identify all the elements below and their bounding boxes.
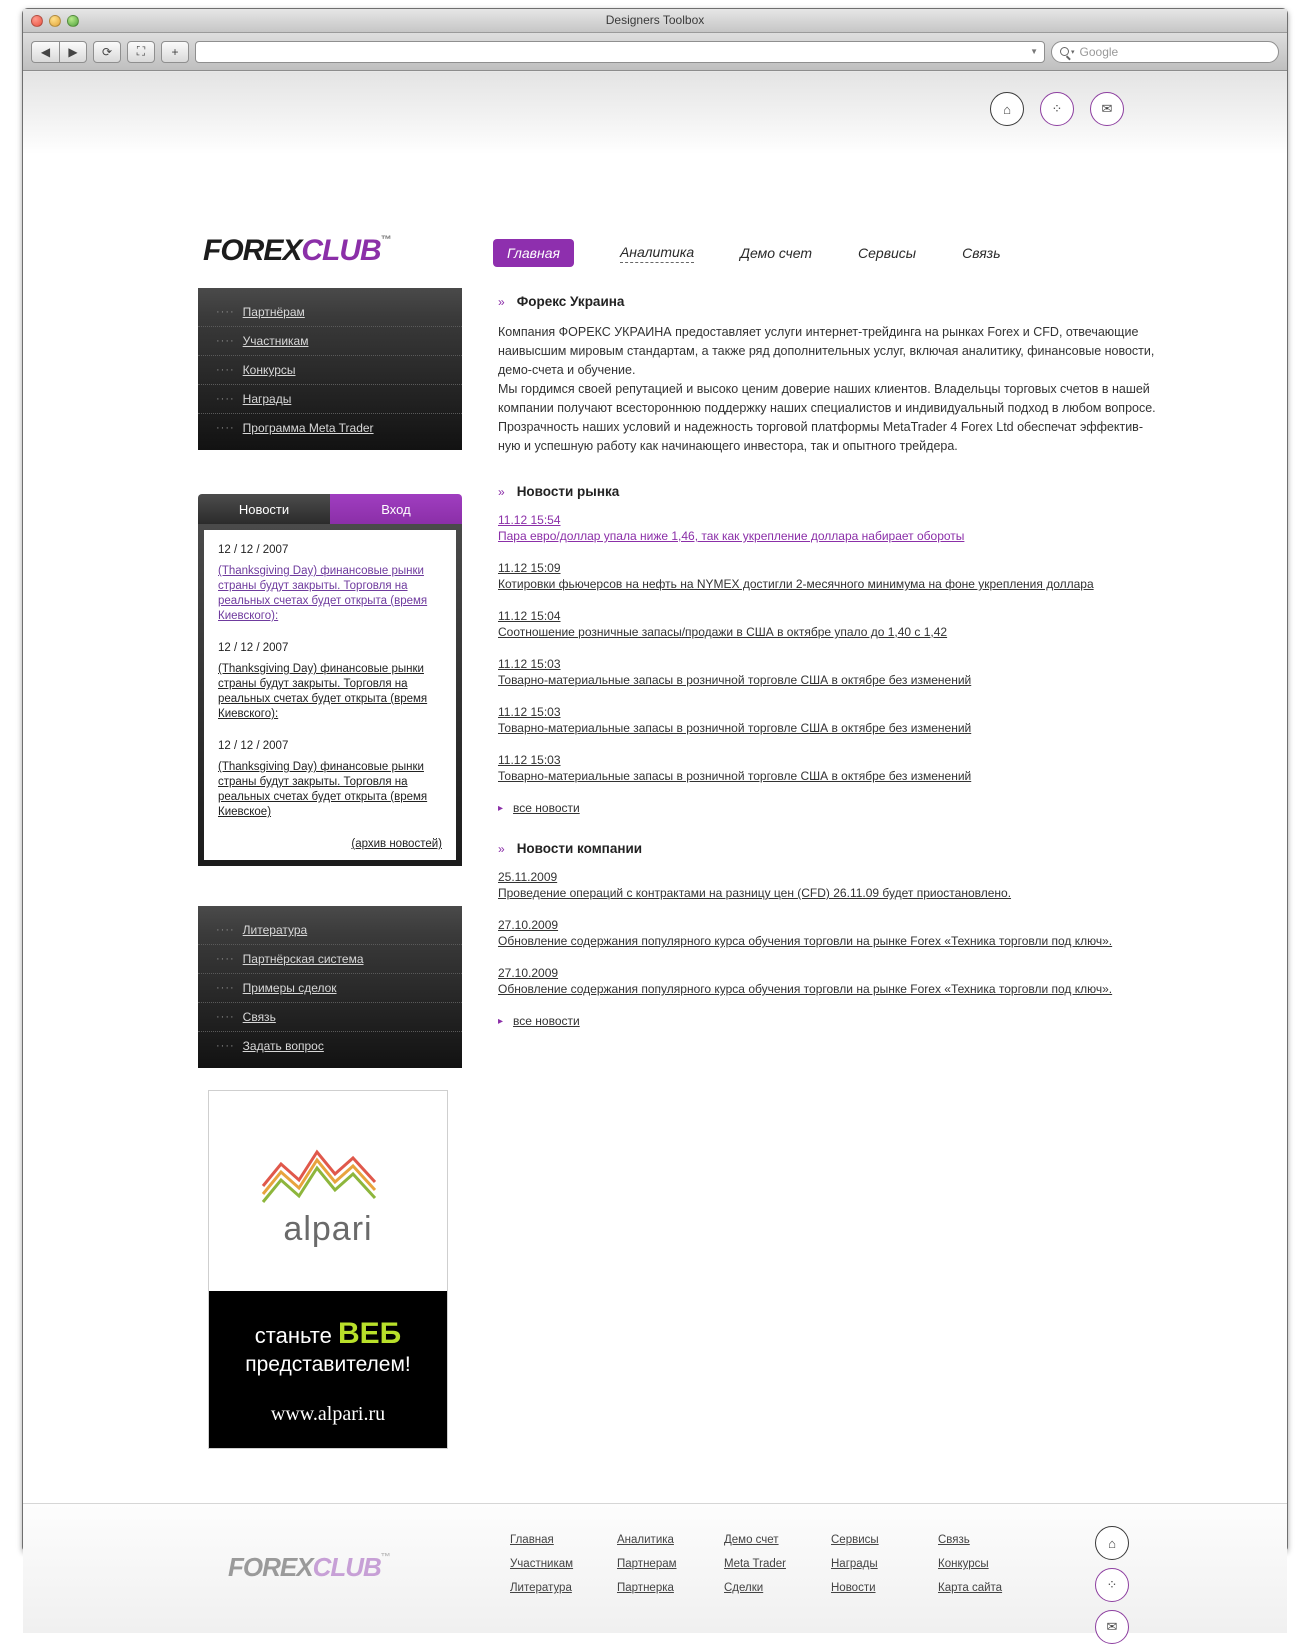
main-navigation[interactable] (493, 239, 1001, 267)
dots-icon: ···· (216, 924, 235, 936)
sitemap-icon[interactable]: ⁘ (1040, 92, 1074, 126)
news-date: 12 / 12 / 2007 (218, 642, 289, 654)
list-item[interactable] (498, 870, 1158, 902)
tab-login[interactable]: Вход (330, 494, 462, 524)
news-link[interactable]: (Thanksgiving Day) финансовые рынки страны будут закрыты. Торговля на реальных счетах будет открыта (время Киевского): (218, 663, 428, 720)
news-time: 11.12 15:03 (498, 657, 561, 671)
window-titlebar (23, 9, 1287, 33)
intro-heading (498, 294, 1158, 309)
nav-item-analytics[interactable]: Аналитика (620, 244, 694, 263)
sidebar-link[interactable]: Партнёрам (242, 305, 305, 319)
nav-item-demo[interactable]: Демо счет (740, 245, 813, 261)
footer-column (510, 1534, 617, 1594)
sidebar-item-awards[interactable] (198, 385, 462, 414)
sidebar-link[interactable]: Конкурсы (242, 363, 296, 377)
arrow-right-icon: ▸ (498, 802, 504, 814)
footer-link[interactable]: Участникам (510, 1558, 574, 1570)
nav-item-services[interactable]: Сервисы (858, 245, 917, 261)
news-text[interactable] (218, 760, 442, 820)
sidebar-link[interactable]: Программа Meta Trader (242, 421, 374, 435)
footer-icon-group[interactable] (1095, 1526, 1129, 1644)
logo-part-forex: FOREX (203, 234, 302, 267)
dots-icon: ···· (216, 422, 235, 434)
footer-column (831, 1534, 938, 1594)
market-news-heading (498, 484, 1158, 499)
browser-toolbar (23, 33, 1287, 71)
market-news-list (498, 513, 1158, 785)
page-top-band (23, 72, 1287, 154)
search-input[interactable] (1051, 41, 1279, 63)
news-time: 11.12 15:03 (498, 753, 561, 767)
section-title: Новости рынка (516, 484, 620, 499)
list-item (218, 740, 442, 820)
sidebar-link[interactable]: Задать вопрос (242, 1039, 324, 1053)
nav-button-group[interactable] (31, 41, 87, 63)
search-placeholder: Google (1079, 44, 1119, 59)
sidebar-menu-bottom (198, 906, 462, 1068)
dots-icon: ···· (216, 1040, 235, 1052)
list-item[interactable] (498, 705, 1158, 737)
footer-link[interactable]: Связь (938, 1534, 970, 1546)
site-logo[interactable] (203, 234, 391, 268)
list-item[interactable] (498, 561, 1158, 593)
footer-link[interactable]: Партнерка (617, 1582, 674, 1594)
footer-logo[interactable] (228, 1552, 390, 1583)
banner-bottom (209, 1291, 447, 1448)
footer-link[interactable]: Главная (510, 1534, 554, 1546)
news-headline[interactable]: Обновление содержания популярного курса обучения торговли на рынке Forex «Техника торговли под ключ». (498, 934, 1113, 948)
list-item[interactable] (498, 609, 1158, 641)
intro-text (498, 323, 1158, 456)
list-item[interactable] (498, 513, 1158, 545)
snapshot-button[interactable]: ⛶ (127, 41, 155, 63)
news-headline[interactable]: Проведение операций с контрактами на разницу цен (CFD) 26.11.09 будет приостановлено. (498, 886, 1012, 900)
dots-icon: ···· (216, 306, 235, 318)
company-news-list (498, 870, 1158, 998)
reload-button[interactable]: ⟳ (93, 41, 121, 63)
footer-column (617, 1534, 724, 1594)
sidebar-link[interactable]: Литература (242, 923, 308, 937)
all-news-link[interactable]: все новости (513, 1014, 580, 1028)
footer-link[interactable]: Meta Trader (724, 1558, 786, 1570)
banner-line-1 (219, 1317, 437, 1351)
sidebar-link[interactable]: Награды (242, 392, 292, 406)
sidebar-link[interactable]: Связь (242, 1010, 276, 1024)
chevron-down-icon[interactable]: ▼ (1030, 47, 1038, 56)
mail-icon[interactable]: ✉ (1090, 92, 1124, 126)
dots-icon: ···· (216, 1011, 235, 1023)
list-item[interactable] (498, 657, 1158, 689)
intro-paragraph: Компания ФОРЕКС УКРАИНА предоставляет услуги интернет-трейдинга на рынках Forex и CFD, отвечающие наивысшим мировым стандартам, а также ряд дополнительных услуг, включая аналитику, финансовые новости, демо-счета и обучение. (498, 325, 1155, 377)
page-title: Форекс Украина (516, 294, 625, 309)
company-news-heading (498, 841, 1158, 856)
footer-link[interactable]: Награды (831, 1558, 878, 1570)
news-text[interactable] (218, 564, 442, 624)
web-page (23, 72, 1287, 1634)
dots-icon: ···· (216, 364, 235, 376)
add-button[interactable]: + (161, 41, 189, 63)
footer-link[interactable]: Карта сайта (938, 1582, 1003, 1594)
footer-link[interactable]: Демо счет (724, 1534, 779, 1546)
sidebar-link[interactable]: Примеры сделок (242, 981, 337, 995)
dots-icon: ···· (216, 982, 235, 994)
sitemap-icon[interactable]: ⁘ (1095, 1568, 1129, 1602)
news-link[interactable]: (Thanksgiving Day) финансовые рынки страны будут закрыты. Торговля на реальных счетах будет открыта (время Киевского): (218, 565, 428, 622)
header-icon-group[interactable] (990, 92, 1124, 126)
intro-paragraph: Прозрачность наших условий и надежность торговой платформы MetaTrader 4 Forex Ltd обеспечат эффектив-ную и успешную работу как начинающего инвестора, так и опытного трейдера. (498, 420, 1143, 453)
all-news-link[interactable]: все новости (513, 801, 580, 815)
footer-link[interactable]: Конкурсы (938, 1558, 989, 1570)
address-bar[interactable] (195, 41, 1045, 63)
news-time: 27.10.2009 (498, 966, 559, 980)
banner-line-2: представителем! (245, 1353, 411, 1376)
news-headline[interactable]: Товарно-материальные запасы в розничной торговле США в октябре без изменений (498, 769, 972, 783)
mail-icon[interactable]: ✉ (1095, 1610, 1129, 1644)
news-headline[interactable]: Котировки фьючерсов на нефть на NYMEX достигли 2-месячного минимума на фоне укрепления доллара (498, 577, 1094, 591)
footer-links (510, 1534, 1045, 1594)
sidebar-item-partners[interactable] (198, 298, 462, 327)
footer-logo-part-club: CLUB (312, 1552, 381, 1582)
home-icon[interactable]: ⌂ (1095, 1526, 1129, 1560)
news-text[interactable] (218, 662, 442, 722)
sidebar-item-contests[interactable] (198, 356, 462, 385)
intro-paragraph: Мы гордимся своей репутацией и высоко ценим доверие наших клиентов. Владельцы торговых счетов в нашей компании получают всестороннюю поддержку наших специалистов и индивидуальный подход в любом вопросе. (498, 382, 1156, 415)
footer-link[interactable]: Новости (831, 1582, 876, 1594)
list-item[interactable] (498, 966, 1158, 998)
news-time: 11.12 15:09 (498, 561, 561, 575)
news-time: 11.12 15:54 (498, 513, 561, 527)
news-date: 12 / 12 / 2007 (218, 544, 289, 556)
sidebar-item-contact[interactable] (198, 1003, 462, 1032)
alpari-wordmark: alpari (283, 1209, 373, 1248)
news-time: 25.11.2009 (498, 870, 558, 884)
sidebar-link[interactable]: Участникам (242, 334, 309, 348)
company-news-all-link[interactable] (498, 1014, 1158, 1028)
dots-icon: ···· (216, 393, 235, 405)
banner-url: www.alpari.ru (270, 1403, 386, 1425)
news-link[interactable]: (Thanksgiving Day) финансовые рынки страны будут закрыты. Торговля на реальных счетах будет открыта (время Киевское) (218, 761, 428, 818)
sidebar-tabs[interactable] (198, 494, 462, 524)
news-headline[interactable]: Обновление содержания популярного курса обучения торговли на рынке Forex «Техника торговли под ключ». (498, 982, 1113, 996)
nav-item-home[interactable]: Главная (493, 239, 574, 267)
sidebar-link[interactable]: Партнёрская система (242, 952, 364, 966)
browser-window (22, 8, 1288, 1634)
footer-link[interactable]: Сделки (724, 1582, 764, 1594)
dots-icon: ···· (216, 335, 235, 347)
news-time: 27.10.2009 (498, 918, 559, 932)
nav-item-contact[interactable]: Связь (962, 245, 1001, 261)
list-item[interactable] (498, 918, 1158, 950)
window-title: Designers Toolbox (605, 13, 705, 27)
news-time: 11.12 15:03 (498, 705, 561, 719)
logo-part-club: CLUB (301, 234, 381, 267)
news-time: 11.12 15:04 (498, 609, 561, 623)
sidebar-item-members[interactable] (198, 327, 462, 356)
news-date: 12 / 12 / 2007 (218, 740, 289, 752)
news-headline[interactable]: Соотношение розничные запасы/продажи в США в октябре упало до 1,40 с 1,42 (498, 625, 948, 639)
dots-icon: ···· (216, 953, 235, 965)
sidebar-item-metatrader[interactable] (198, 414, 462, 442)
home-icon[interactable]: ⌂ (990, 92, 1024, 126)
list-item (218, 642, 442, 722)
chevron-right-icon: » (498, 294, 505, 309)
sidebar-menu-top (198, 288, 462, 450)
section-title: Новости компании (516, 841, 643, 856)
chevron-right-icon: » (498, 841, 505, 856)
forward-button[interactable]: ▶ (59, 41, 87, 63)
sidebar-item-literature[interactable] (198, 916, 462, 945)
news-headline[interactable]: Пара евро/доллар упала ниже 1,46, так как укрепление доллара набирает обороты (498, 529, 965, 543)
chevron-right-icon: » (498, 484, 505, 499)
list-item (218, 544, 442, 624)
archive-link[interactable]: (архив новостей) (351, 838, 442, 850)
market-news-all-link[interactable] (498, 801, 1158, 815)
news-headline[interactable]: Товарно-материальные запасы в розничной торговле США в октябре без изменений (498, 721, 972, 735)
alpari-banner[interactable] (208, 1090, 448, 1449)
mountains-icon (253, 1134, 403, 1204)
news-archive-link[interactable] (218, 838, 442, 850)
footer-link[interactable]: Сервисы (831, 1534, 879, 1546)
list-item[interactable] (498, 753, 1158, 785)
banner-line-1-prefix: станьте (254, 1323, 338, 1348)
footer-column (724, 1534, 831, 1594)
search-icon: ▾ (1060, 47, 1075, 56)
footer-column (938, 1534, 1045, 1594)
footer-link[interactable]: Партнерам (617, 1558, 677, 1570)
logo-tm: ™ (380, 234, 391, 246)
sidebar-item-partner-system[interactable] (198, 945, 462, 974)
footer-logo-part-forex: FOREX (228, 1552, 313, 1582)
banner-top (209, 1091, 447, 1291)
tab-news[interactable]: Новости (198, 494, 330, 524)
news-headline[interactable]: Товарно-материальные запасы в розничной торговле США в октябре без изменений (498, 673, 972, 687)
sidebar-item-deal-examples[interactable] (198, 974, 462, 1003)
footer-link[interactable]: Литература (510, 1582, 572, 1594)
back-button[interactable]: ◀ (31, 41, 59, 63)
sidebar-item-ask-question[interactable] (198, 1032, 462, 1060)
main-content (498, 294, 1158, 1054)
footer-logo-tm: ™ (380, 1552, 390, 1563)
footer-link[interactable]: Аналитика (617, 1534, 674, 1546)
banner-line-1-bold: ВЕБ (337, 1317, 402, 1350)
sidebar (198, 288, 462, 1449)
arrow-right-icon: ▸ (498, 1015, 504, 1027)
page-footer (23, 1503, 1287, 1633)
sidebar-news-panel (198, 524, 462, 866)
